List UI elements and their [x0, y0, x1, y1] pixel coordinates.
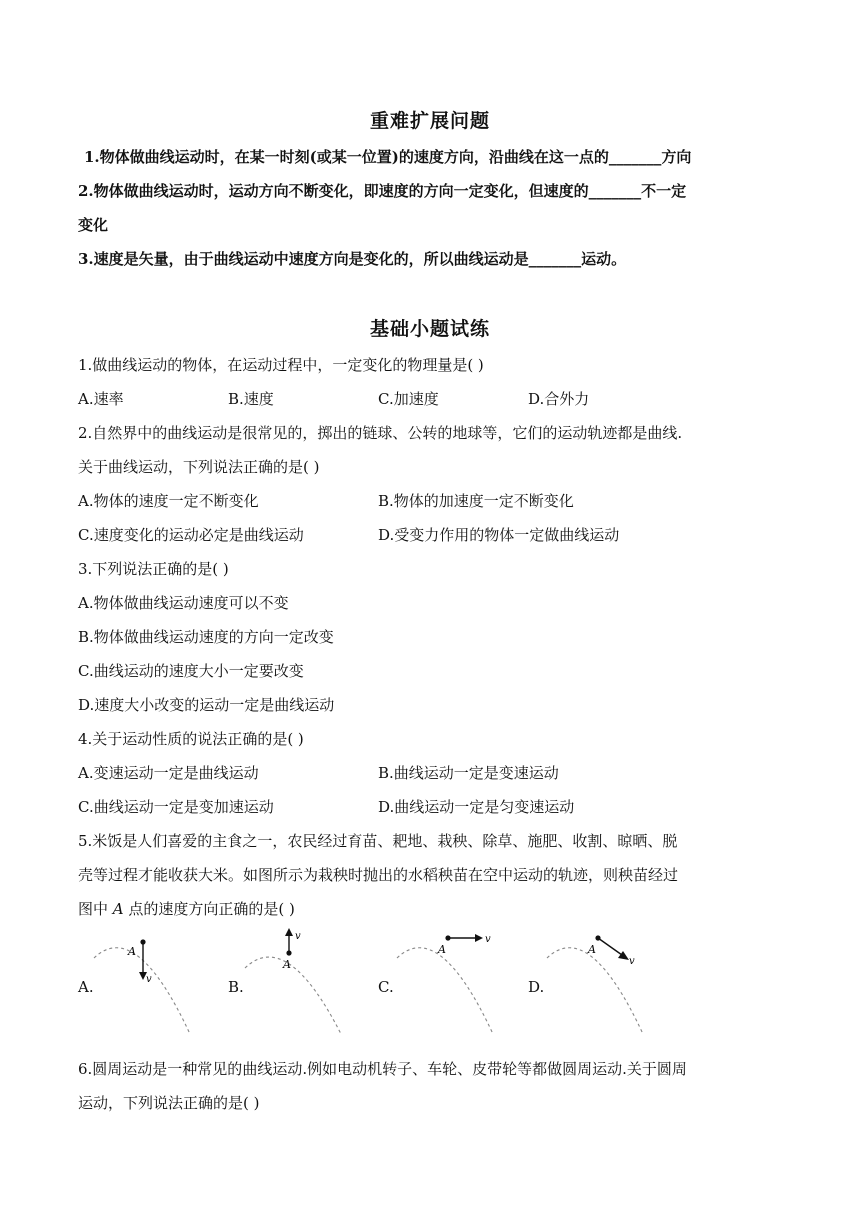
- trajectory-curve: [397, 948, 493, 1034]
- point-a-label: A: [588, 943, 596, 956]
- question-3-option-b: B.物体做曲线运动速度的方向一定改变: [78, 628, 334, 646]
- velocity-arrow: [598, 938, 622, 955]
- figure-b-label: B.: [228, 978, 244, 996]
- extended-question-2: 2.物体做曲线运动时，运动方向不断变化，即速度的方向一定变化，但速度的_______不一定: [78, 182, 687, 200]
- question-5-stem-post: 点的速度方向正确的是( ): [123, 900, 295, 918]
- question-2-stem-line1: 2.自然界中的曲线运动是很常见的，掷出的链球、公转的地球等，它们的运动轨迹都是曲线.: [78, 424, 683, 442]
- question-2-option-a: A.物体的速度一定不断变化: [78, 492, 259, 510]
- figure-a-trajectory: [92, 922, 202, 1040]
- question-3-option-a: A.物体做曲线运动速度可以不变: [78, 594, 289, 612]
- question-2-stem-line2: 关于曲线运动，下列说法正确的是( ): [78, 458, 320, 476]
- extended-question-2-continued: 变化: [78, 216, 109, 234]
- point-a-label: A: [128, 945, 136, 958]
- question-4-option-b: B.曲线运动一定是变速运动: [378, 764, 559, 782]
- figure-c-trajectory: [395, 922, 505, 1040]
- question-1-option-b: B.速度: [228, 390, 274, 408]
- question-5-stem-line2: 壳等过程才能收获大米。如图所示为栽秧时抛出的水稻秧苗在空中运动的轨迹，则秧苗经过: [78, 866, 679, 884]
- question-1-option-c: C.加速度: [378, 390, 439, 408]
- section-title-extended-questions: 重难扩展问题: [369, 110, 490, 132]
- figure-b-trajectory: [243, 922, 353, 1040]
- vector-v-label: v: [629, 956, 635, 967]
- question-4-option-c: C.曲线运动一定是变加速运动: [78, 798, 274, 816]
- question-2-option-b: B.物体的加速度一定不断变化: [378, 492, 574, 510]
- question-3-stem: 3.下列说法正确的是( ): [78, 560, 229, 578]
- question-5-stem-line1: 5.米饭是人们喜爱的主食之一，农民经过育苗、耙地、栽秧、除草、施肥、收割、晾晒、脱: [78, 832, 678, 850]
- question-1-stem: 1.做曲线运动的物体，在运动过程中，一定变化的物理量是( ): [78, 356, 484, 374]
- arrow-head: [618, 951, 629, 960]
- point-a-label: A: [283, 958, 291, 971]
- arrow-head: [475, 934, 483, 942]
- extended-question-1: 1.物体做曲线运动时，在某一时刻(或某一位置)的速度方向，沿曲线在这一点的_______方向: [84, 148, 692, 166]
- question-2-option-c: C.速度变化的运动必定是曲线运动: [78, 526, 304, 544]
- question-5-point-var: A: [112, 900, 124, 918]
- point-a-label: A: [438, 943, 446, 956]
- question-5-stem-pre: 图中: [78, 900, 113, 918]
- question-6-stem-line1: 6.圆周运动是一种常见的曲线运动.例如电动机转子、车轮、皮带轮等都做圆周运动.关于圆周: [78, 1060, 687, 1078]
- vector-v-label: v: [485, 934, 491, 945]
- vector-v-label: v: [146, 974, 152, 985]
- question-4-option-a: A.变速运动一定是曲线运动: [78, 764, 259, 782]
- arrow-head: [285, 928, 293, 936]
- extended-question-3: 3.速度是矢量，由于曲线运动中速度方向是变化的，所以曲线运动是_______运动。: [78, 250, 627, 268]
- question-3-option-c: C.曲线运动的速度大小一定要改变: [78, 662, 304, 680]
- figure-a-label: A.: [78, 978, 94, 996]
- question-6-stem-line2: 运动，下列说法正确的是( ): [78, 1094, 260, 1112]
- question-3-option-d: D.速度大小改变的运动一定是曲线运动: [78, 696, 335, 714]
- section-title-basic-practice: 基础小题试练: [369, 318, 490, 340]
- question-2-option-d: D.受变力作用的物体一定做曲线运动: [378, 526, 620, 544]
- question-4-option-d: D.曲线运动一定是匀变速运动: [378, 798, 575, 816]
- figure-c-label: C.: [378, 978, 394, 996]
- question-1-option-d: D.合外力: [528, 390, 590, 408]
- figure-d-trajectory: [545, 922, 655, 1040]
- question-5-stem-line3: [78, 898, 788, 919]
- trajectory-curve: [94, 948, 190, 1034]
- vector-v-label: v: [295, 931, 301, 942]
- question-4-stem: 4.关于运动性质的说法正确的是( ): [78, 730, 304, 748]
- figure-d-label: D.: [528, 978, 545, 996]
- question-1-option-a: A.速率: [78, 390, 124, 408]
- trajectory-curve: [245, 957, 341, 1034]
